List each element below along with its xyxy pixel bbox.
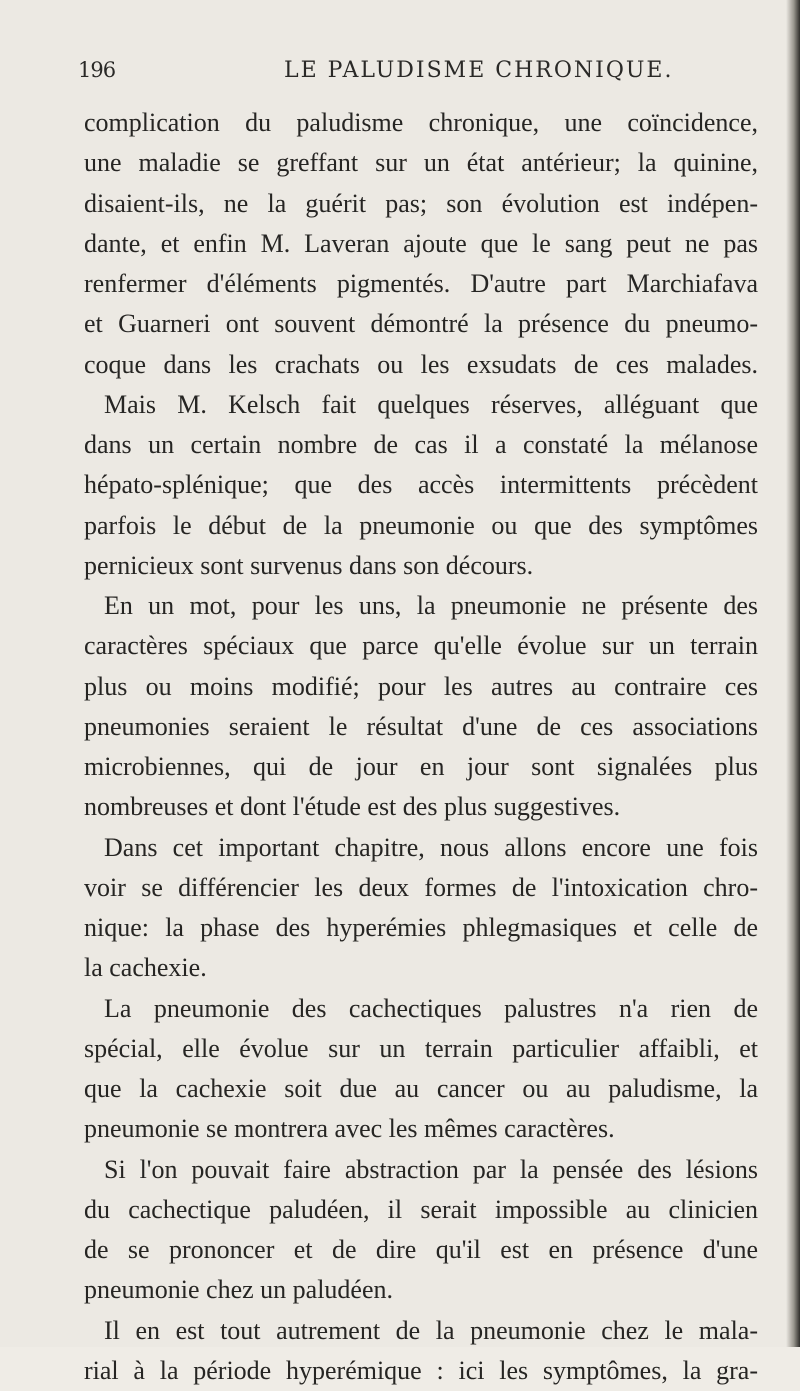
text-line: Mais M. Kelsch fait quelques réserves, alléguant que: [104, 389, 758, 419]
text-line: voir se différencier les deux formes de l'intoxication chro-: [84, 872, 758, 902]
text-line: pneumonie se montrera avec les mêmes caractères.: [84, 1114, 615, 1144]
text-line: hépato-splénique; que des accès intermittents précèdent: [84, 470, 758, 500]
text-line: nique: la phase des hyperémies phlegmasiques et celle de: [84, 913, 758, 942]
text-line: pneumonie chez un paludéen.: [84, 1275, 393, 1305]
text-line: de se prononcer et de dire qu'il est en présence d'une: [84, 1235, 758, 1264]
text-line: dante, et enfin M. Laveran ajoute que le sang peut ne pas: [84, 228, 758, 258]
text-line: pneumonies seraient le résultat d'une de ces associations: [84, 711, 758, 741]
text-line: parfois le début de la pneumonie ou que des symptômes: [84, 510, 758, 540]
text-line: la cachexie.: [84, 953, 207, 983]
text-line: microbiennes, qui de jour en jour sont signalées plus: [84, 752, 758, 781]
text-line: En un mot, pour les uns, la pneumonie ne présente des: [104, 591, 758, 620]
text-line: Si l'on pouvait faire abstraction par la pensée des lésions: [104, 1154, 758, 1184]
page-number: 196: [78, 58, 116, 82]
text-line: et Guarneri ont souvent démontré la présence du pneumo-: [84, 309, 758, 339]
page-edge-shadow: [786, 0, 800, 1347]
text-line: complication du paludisme chronique, une coïncidence,: [84, 108, 758, 137]
text-line: une maladie se greffant sur un état antérieur; la quinine,: [84, 148, 758, 178]
text-line: La pneumonie des cachectiques palustres n'a rien de: [104, 993, 758, 1023]
text-line: coque dans les crachats ou les exsudats de ces malades.: [84, 349, 758, 379]
text-line: nombreuses et dont l'étude est des plus suggestives.: [84, 792, 621, 822]
text-line: caractères spéciaux que parce qu'elle évolue sur un terrain: [84, 631, 758, 661]
page-header: [78, 58, 778, 98]
text-line: pernicieux sont survenus dans son décours.: [84, 550, 534, 580]
text-line: Il en est tout autrement de la pneumonie chez le mala-: [104, 1315, 758, 1345]
text-line: que la cachexie soit due au cancer ou au paludisme, la: [84, 1074, 758, 1103]
body-text: [84, 103, 758, 1391]
text-line: disaient-ils, ne la guérit pas; son évolution est indépen-: [84, 188, 758, 218]
text-line: renfermer d'éléments pigmentés. D'autre part Marchiafava: [84, 269, 758, 298]
text-line: spécial, elle évolue sur un terrain particulier affaibli, et: [84, 1033, 758, 1063]
text-line: plus ou moins modifié; pour les autres au contraire ces: [84, 671, 758, 701]
text-line: Dans cet important chapitre, nous allons encore une fois: [104, 832, 758, 862]
text-line: rial à la période hyperémique : ici les symptômes, la gra-: [84, 1355, 758, 1385]
text-line: du cachectique paludéen, il serait impossible au clinicien: [84, 1194, 758, 1224]
text-line: dans un certain nombre de cas il a constaté la mélanose: [84, 430, 758, 459]
running-title: LE PALUDISME CHRONIQUE.: [284, 58, 674, 83]
